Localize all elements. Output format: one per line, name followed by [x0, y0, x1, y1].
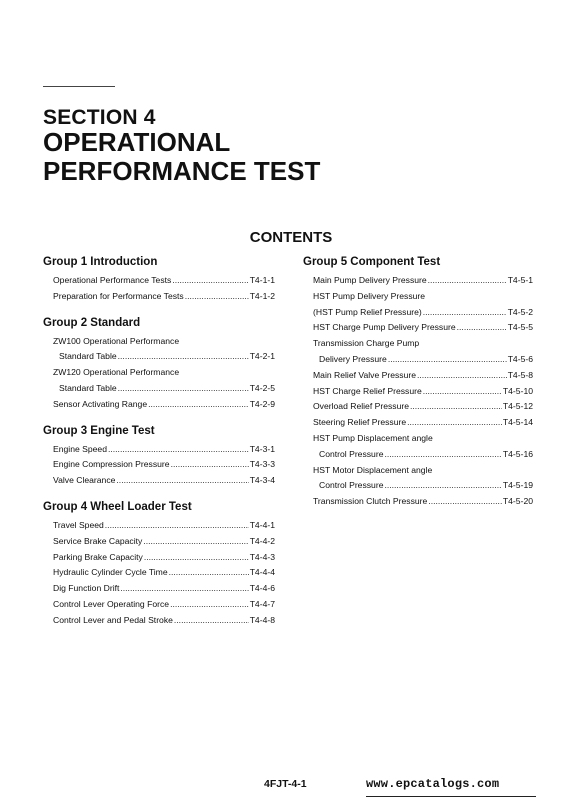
entry-title: Engine Speed	[53, 443, 107, 454]
contents-entry[interactable]	[303, 494, 533, 510]
leader-dots	[108, 442, 249, 458]
contents-entry[interactable]	[43, 565, 275, 581]
leader-dots	[428, 494, 502, 510]
entry-page-number: T4-4-4	[249, 567, 275, 578]
top-rule	[43, 86, 115, 87]
entry-title: Engine Compression Pressure	[53, 459, 170, 470]
page-code: 4FJT-4-1	[264, 778, 307, 790]
contents-group	[43, 500, 275, 629]
entry-title: Travel Speed	[53, 519, 104, 530]
contents-entry[interactable]	[303, 352, 533, 368]
entry-page-number: T4-1-1	[249, 275, 275, 285]
contents-entry[interactable]	[303, 289, 533, 305]
entry-title: Preparation for Performance Tests	[53, 290, 184, 301]
entry-page-number: T4-3-4	[249, 475, 275, 486]
leader-dots	[118, 381, 249, 397]
group-title: Group 4 Wheel Loader Test	[43, 500, 192, 513]
entry-title: Sensor Activating Range	[53, 398, 148, 409]
leader-dots	[428, 273, 507, 289]
entry-title: Valve Clearance	[53, 475, 116, 486]
contents-entry[interactable]	[43, 534, 275, 550]
group-title: Group 1 Introduction	[43, 256, 158, 268]
contents-heading: CONTENTS	[249, 229, 333, 246]
contents-entry[interactable]	[43, 442, 275, 458]
contents-entry[interactable]	[303, 431, 533, 447]
leader-dots	[143, 534, 248, 550]
leader-dots	[384, 478, 501, 494]
entry-title: (HST Pump Relief Pressure)	[313, 306, 422, 317]
entry-page-number: T4-2-9	[249, 398, 275, 409]
leader-dots	[105, 518, 249, 534]
entry-page-number: T4-4-2	[249, 535, 275, 546]
entry-page-number: T4-5-20	[502, 496, 533, 507]
entry-page-number: T4-2-5	[249, 382, 275, 393]
leader-dots	[388, 352, 507, 368]
entry-page-number: T4-4-8	[249, 614, 275, 625]
entry-page-number: T4-4-1	[249, 519, 275, 530]
entry-title: Dig Function Drift	[53, 583, 120, 594]
entry-page-number: T4-5-10	[502, 385, 533, 396]
entry-page-number: T4-5-5	[507, 322, 533, 333]
contents-entry[interactable]	[43, 597, 275, 613]
leader-dots	[457, 320, 507, 336]
leader-dots	[417, 368, 507, 384]
entry-page-number: T4-4-3	[249, 551, 275, 562]
contents-entry[interactable]	[303, 305, 533, 321]
entry-page-number: T4-5-6	[507, 353, 533, 364]
entry-page-number: T4-3-1	[249, 443, 275, 454]
entry-title: Main Relief Valve Pressure	[313, 369, 417, 380]
contents-entry[interactable]	[303, 384, 533, 400]
entry-title: HST Pump Delivery Pressure	[313, 290, 426, 301]
entry-page-number: T4-4-7	[249, 598, 275, 609]
entry-title: Delivery Pressure	[319, 353, 387, 364]
contents-entry[interactable]	[43, 550, 275, 566]
entry-page-number: T4-5-19	[502, 480, 533, 491]
leader-dots	[169, 565, 249, 581]
section-title-line-1: OPERATIONAL	[43, 127, 231, 157]
entry-page-number: T4-4-6	[249, 583, 275, 594]
entry-title: Main Pump Delivery Pressure	[313, 275, 427, 285]
section-label: SECTION 4	[43, 106, 156, 129]
entry-page-number: T4-5-16	[502, 448, 533, 459]
group-title: Group 3 Engine Test	[43, 424, 155, 437]
contents-entry[interactable]	[43, 518, 275, 534]
entry-page-number: T4-5-2	[507, 306, 533, 317]
contents-entry[interactable]	[303, 368, 533, 384]
section-title	[43, 128, 443, 186]
entry-title: Service Brake Capacity	[53, 535, 143, 546]
entry-title: ZW120 Operational Performance	[53, 367, 180, 378]
contents-entry[interactable]	[303, 447, 533, 463]
group-title: Group 5 Component Test	[303, 256, 441, 268]
contents-entry[interactable]	[43, 381, 275, 397]
contents-group	[43, 255, 275, 305]
entry-title: Transmission Clutch Pressure	[313, 496, 428, 507]
entry-title: HST Pump Displacement angle	[313, 432, 433, 443]
leader-dots	[410, 399, 502, 415]
leader-dots	[170, 597, 249, 613]
leader-dots	[118, 349, 249, 365]
leader-dots	[174, 613, 249, 629]
contents-group	[303, 255, 533, 510]
leader-dots	[423, 305, 507, 321]
contents-entry[interactable]	[43, 334, 275, 350]
entry-title: ZW100 Operational Performance	[53, 335, 180, 346]
contents-entry[interactable]	[303, 336, 533, 352]
leader-dots	[148, 397, 249, 413]
entry-title: HST Motor Displacement angle	[313, 464, 433, 475]
contents-entry[interactable]	[43, 457, 275, 473]
contents-entry[interactable]	[303, 463, 533, 479]
leader-dots	[423, 384, 502, 400]
leader-dots	[144, 550, 249, 566]
entry-page-number: T4-5-8	[507, 369, 533, 380]
entry-title: Hydraulic Cylinder Cycle Time	[53, 567, 168, 578]
contents-entry[interactable]	[303, 320, 533, 336]
entry-page-number: T4-5-14	[502, 417, 533, 428]
entry-title: Parking Brake Capacity	[53, 551, 143, 562]
contents-entry[interactable]	[43, 473, 275, 489]
contents-entry[interactable]	[303, 478, 533, 494]
contents-entry[interactable]	[43, 289, 275, 305]
contents-entry[interactable]	[303, 399, 533, 415]
contents-group	[43, 316, 275, 413]
contents-entry[interactable]	[43, 365, 275, 381]
leader-dots	[116, 473, 248, 489]
contents-entry[interactable]	[43, 273, 275, 289]
leader-dots	[171, 457, 249, 473]
entry-title: Overload Relief Pressure	[313, 401, 410, 412]
entry-title: Steering Relief Pressure	[313, 417, 407, 428]
entry-title: Control Lever Operating Force	[53, 598, 170, 609]
leader-dots	[384, 447, 501, 463]
entry-title: Standard Table	[59, 351, 117, 362]
leader-dots	[185, 289, 249, 305]
contents-group	[43, 424, 275, 489]
entry-page-number: T4-5-1	[507, 275, 533, 285]
entry-title: Control Pressure	[319, 448, 384, 459]
contents-entry[interactable]	[43, 349, 275, 365]
watermark-site: www.epcatalogs.com	[366, 777, 500, 791]
entry-title: HST Charge Relief Pressure	[313, 385, 422, 396]
contents-entry[interactable]	[303, 415, 533, 431]
leader-dots	[407, 415, 502, 431]
entry-title: Operational Performance Tests	[53, 275, 172, 285]
footer-rule	[366, 796, 536, 797]
leader-dots	[172, 273, 248, 289]
entry-page-number: T4-1-2	[249, 290, 275, 301]
entry-page-number: T4-2-1	[249, 351, 275, 362]
contents-entry[interactable]	[43, 613, 275, 629]
contents-entry[interactable]	[43, 581, 275, 597]
contents-entry[interactable]	[43, 397, 275, 413]
entry-title: Control Lever and Pedal Stroke	[53, 614, 173, 625]
contents-left-column	[43, 255, 275, 629]
contents-right-column	[303, 255, 533, 510]
contents-entry[interactable]	[303, 273, 533, 289]
entry-title: Control Pressure	[319, 480, 384, 491]
entry-title: HST Charge Pump Delivery Pressure	[313, 322, 456, 333]
leader-dots	[120, 581, 248, 597]
entry-page-number: T4-3-3	[249, 459, 275, 470]
entry-page-number: T4-5-12	[502, 401, 533, 412]
group-title: Group 2 Standard	[43, 316, 141, 329]
section-title-line-2: PERFORMANCE TEST	[43, 156, 321, 186]
entry-title: Transmission Charge Pump	[313, 338, 420, 349]
entry-title: Standard Table	[59, 382, 117, 393]
